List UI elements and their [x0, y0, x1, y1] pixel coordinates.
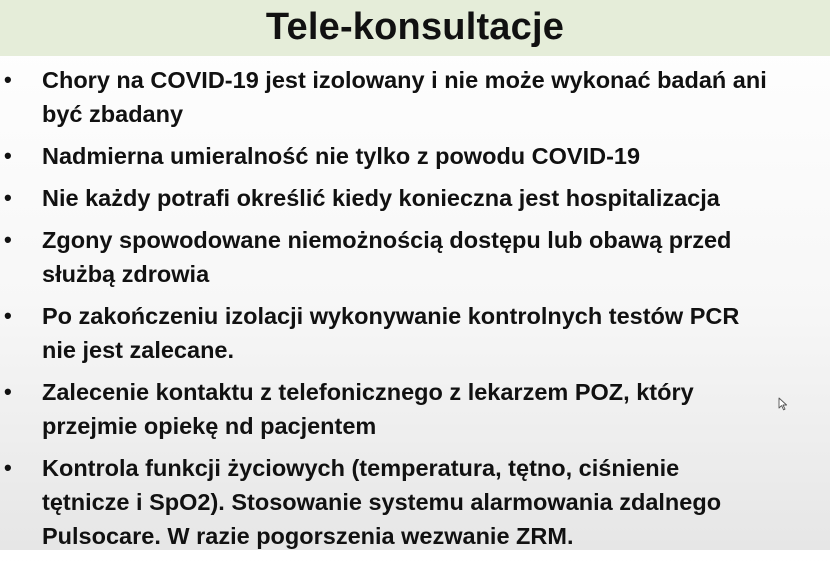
bullet-item — [0, 223, 830, 291]
bullet-dot: • — [4, 67, 12, 92]
bullet-line: Nie każdy potrafi określić kiedy konieczna jest hospitalizacja — [42, 185, 720, 211]
bullet-line: Kontrola funkcji życiowych (temperatura, tętno, ciśnienie — [42, 455, 680, 481]
bullet-dot: • — [4, 303, 12, 328]
bullet-line: Zalecenie kontaktu z telefonicznego z lekarzem POZ, który — [42, 379, 694, 405]
bullet-item — [0, 63, 830, 131]
bullet-line: przejmie opiekę nd pacjentem — [42, 413, 377, 439]
bullet-dot: • — [4, 143, 12, 168]
bullet-line: być zbadany — [42, 101, 184, 127]
bullet-item — [0, 375, 830, 443]
mouse-pointer-icon — [778, 397, 788, 411]
slide-title: Tele-konsultacje — [265, 6, 565, 48]
bullet-dot: • — [4, 185, 12, 210]
bullet-line: tętnicze i SpO2). Stosowanie systemu alarmowania zdalnego — [42, 489, 722, 515]
bullet-list — [0, 63, 830, 561]
bullet-line: służbą zdrowia — [42, 261, 210, 287]
bullet-line: Nadmierna umieralność nie tylko z powodu COVID-19 — [42, 143, 641, 169]
bullet-dot: • — [4, 455, 12, 480]
bullet-item — [0, 139, 830, 173]
bullet-line: nie jest zalecane. — [42, 337, 235, 363]
bullet-dot: • — [4, 227, 12, 252]
bullet-item — [0, 451, 830, 553]
bullet-dot: • — [4, 379, 12, 404]
bullet-line: Zgony spowodowane niemożnością dostępu lub obawą przed — [42, 227, 732, 253]
bullet-line: Chory na COVID-19 jest izolowany i nie może wykonać badań ani — [42, 67, 767, 93]
bullet-line: Pulsocare. W razie pogorszenia wezwanie ZRM. — [42, 523, 574, 549]
bullet-item — [0, 299, 830, 367]
bullet-item — [0, 181, 830, 215]
bullet-line: Po zakończeniu izolacji wykonywanie kontrolnych testów PCR — [42, 303, 740, 329]
